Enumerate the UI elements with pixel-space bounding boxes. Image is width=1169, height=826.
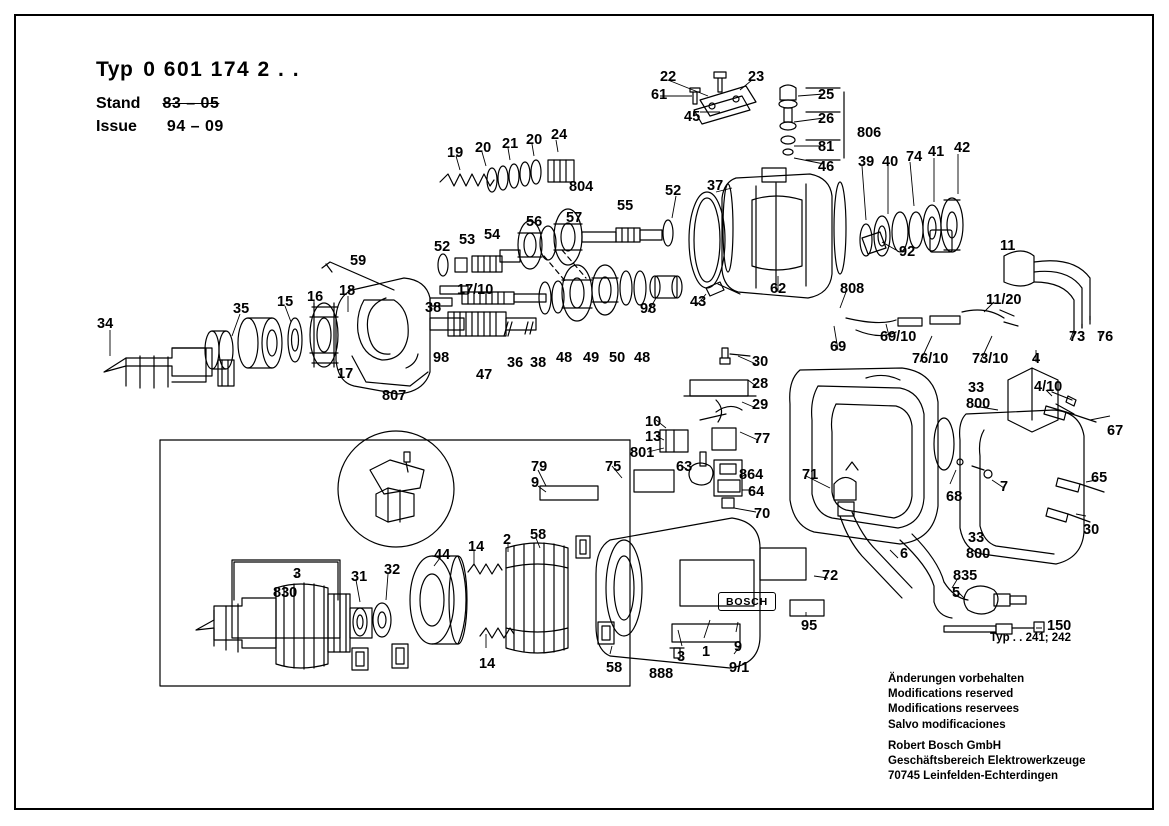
callout-18: 18	[339, 283, 356, 299]
stand-value: 83 – 05	[162, 95, 220, 112]
callout-98: 98	[640, 301, 657, 317]
callout-35: 35	[233, 301, 250, 317]
callout-67: 67	[1107, 423, 1124, 439]
callout-52: 52	[665, 183, 682, 199]
callout-9: 9	[734, 639, 743, 655]
callout-39: 39	[858, 154, 875, 170]
callout-54: 54	[484, 227, 501, 243]
callout-28: 28	[752, 376, 769, 392]
callout-41: 41	[928, 144, 945, 160]
callout-38: 38	[530, 355, 547, 371]
legal-line-3: Salvo modificaciones	[888, 718, 1006, 731]
callout-830: 830	[273, 585, 298, 601]
callout-37: 37	[707, 178, 724, 194]
callout-57: 57	[566, 210, 583, 226]
stand-label: Stand	[96, 95, 141, 112]
callout-50: 50	[609, 350, 626, 366]
callout-64: 64	[748, 484, 765, 500]
callout-31: 31	[351, 569, 368, 585]
typ-label: Typ	[96, 58, 134, 81]
callout-150: 150	[1047, 618, 1072, 634]
callout-73-10: 73/10	[972, 351, 1009, 367]
callout-69-10: 69/10	[880, 329, 917, 345]
callout-21: 21	[502, 136, 519, 152]
callout-74: 74	[906, 149, 923, 165]
callout-16: 16	[307, 289, 324, 305]
callout-77: 77	[754, 431, 771, 447]
callout-52: 52	[434, 239, 451, 255]
callout-2: 2	[503, 532, 512, 548]
callout-75: 75	[605, 459, 622, 475]
callout-806: 806	[857, 125, 882, 141]
callout-19: 19	[447, 145, 464, 161]
callout-92: 92	[899, 244, 916, 260]
callout-73: 73	[1069, 329, 1086, 345]
callout-70: 70	[754, 506, 771, 522]
callout-26: 26	[818, 111, 835, 127]
callout-46: 46	[818, 159, 835, 175]
callout-65: 65	[1091, 470, 1108, 486]
callout-95: 95	[801, 618, 818, 634]
callout-6: 6	[900, 546, 909, 562]
callout-68: 68	[946, 489, 963, 505]
callout-808: 808	[840, 281, 865, 297]
callout-14: 14	[468, 539, 485, 555]
callout-17-10: 17/10	[457, 282, 494, 298]
callout-53: 53	[459, 232, 476, 248]
callout-48: 48	[556, 350, 573, 366]
callout-888: 888	[649, 666, 674, 682]
callout-33: 33	[968, 530, 985, 546]
callout-7: 7	[1000, 479, 1009, 495]
callout-30: 30	[752, 354, 769, 370]
callout-30: 30	[1083, 522, 1100, 538]
callout-24: 24	[551, 127, 568, 143]
callout-44: 44	[434, 547, 451, 563]
typ-value: 0 601 174 2 . .	[143, 58, 301, 81]
callout-801: 801	[630, 445, 655, 461]
callout-3: 3	[293, 566, 302, 582]
stand-line	[96, 95, 219, 113]
callout-9: 9	[531, 475, 540, 491]
callout-3: 3	[677, 649, 686, 665]
callout-61: 61	[651, 87, 668, 103]
callout-11-20: 11/20	[986, 292, 1022, 308]
callout-38: 38	[425, 300, 442, 316]
callout-55: 55	[617, 198, 634, 214]
callout-76: 76	[1097, 329, 1114, 345]
callout-20: 20	[526, 132, 543, 148]
callout-25: 25	[818, 87, 835, 103]
callout-47: 47	[476, 367, 493, 383]
callout-800: 800	[966, 396, 991, 412]
type-number	[96, 58, 300, 82]
callout-79: 79	[531, 459, 548, 475]
callout-40: 40	[882, 154, 899, 170]
callout-13: 13	[645, 429, 662, 445]
callout-81: 81	[818, 139, 835, 155]
callout-15: 15	[277, 294, 294, 310]
callout-32: 32	[384, 562, 401, 578]
callout-20: 20	[475, 140, 492, 156]
callout-33: 33	[968, 380, 985, 396]
callout-804: 804	[569, 179, 594, 195]
issue-value: 94 – 09	[166, 118, 224, 135]
callout-29: 29	[752, 397, 769, 413]
legal-line-0: Änderungen vorbehalten	[888, 673, 1025, 685]
callout-800: 800	[966, 546, 991, 562]
callout-72: 72	[822, 568, 839, 584]
issue-label: Issue	[96, 118, 137, 135]
company-line-0: Robert Bosch GmbH	[888, 739, 1002, 752]
callout-36: 36	[507, 355, 524, 371]
callout-807: 807	[382, 388, 407, 404]
callout-45: 45	[684, 109, 701, 125]
legal-line-2: Modifications reservees	[888, 703, 1020, 716]
callout-1: 1	[702, 644, 711, 660]
callout-59: 59	[350, 253, 367, 269]
callout-11: 11	[1000, 238, 1016, 254]
issue-line	[96, 118, 224, 136]
callout-9-1: 9/1	[729, 660, 750, 676]
legal-notice	[888, 672, 1086, 784]
callout-58: 58	[606, 660, 623, 676]
callout-4-10: 4/10	[1034, 379, 1063, 395]
callout-62: 62	[770, 281, 787, 297]
callout-98: 98	[433, 350, 450, 366]
callout-76-10: 76/10	[912, 351, 949, 367]
callout-34: 34	[97, 316, 114, 332]
bosch-logo-plate: BOSCH	[718, 592, 776, 611]
callout-48: 48	[634, 350, 651, 366]
callout-43: 43	[690, 294, 707, 310]
callout-42: 42	[954, 140, 971, 156]
type-variant-note: Typ . . 241; 242	[990, 632, 1071, 644]
callout-56: 56	[526, 214, 543, 230]
callout-14: 14	[479, 656, 496, 672]
callout-5: 5	[952, 585, 961, 601]
callout-58: 58	[530, 527, 547, 543]
callout-63: 63	[676, 459, 693, 475]
callout-4: 4	[1032, 351, 1041, 367]
company-line-2: 70745 Leinfelden-Echterdingen	[888, 770, 1058, 783]
callout-10: 10	[645, 414, 662, 430]
legal-line-1: Modifications reserved	[888, 688, 1014, 701]
callout-71: 71	[802, 467, 819, 483]
callout-69: 69	[830, 339, 847, 355]
callout-23: 23	[748, 69, 765, 85]
callout-835: 835	[953, 568, 978, 584]
callout-49: 49	[583, 350, 600, 366]
callout-17: 17	[337, 366, 354, 382]
company-line-1: Geschäftsbereich Elektrowerkzeuge	[888, 754, 1086, 767]
callout-864: 864	[739, 467, 764, 483]
callout-22: 22	[660, 69, 677, 85]
